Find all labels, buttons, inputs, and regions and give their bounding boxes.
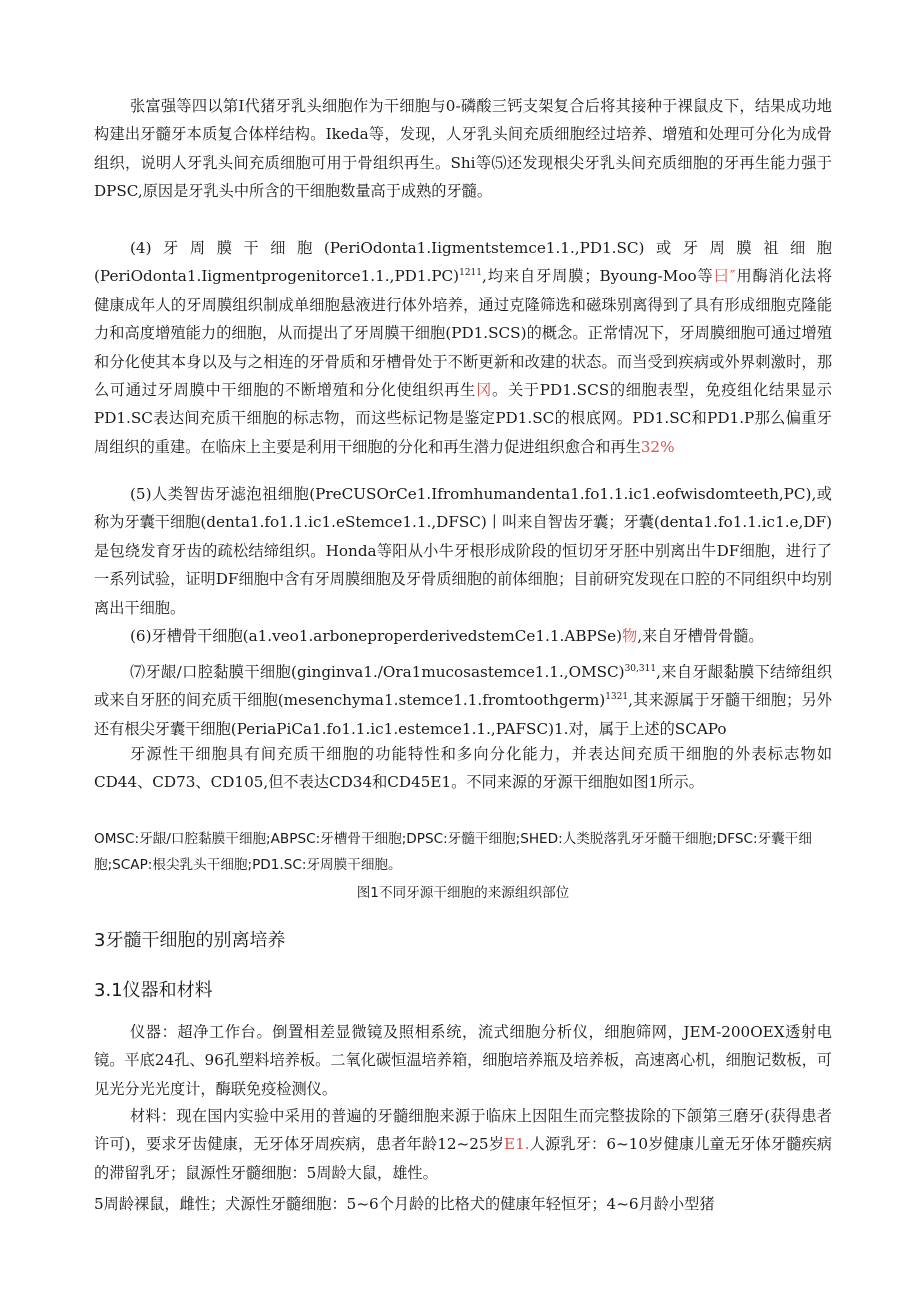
red-citation: E1.: [504, 1135, 530, 1154]
figure-title: 图1不同牙源干细胞的来源组织部位: [356, 885, 570, 901]
paragraph-abpsc: (6)牙槽骨干细胞(a1.veo1.arboneproperderivedstemCe1.1.ABPSe)物,来自牙槽骨骨髓。: [130, 627, 764, 645]
paragraph-markers: 牙源性干细胞具有间充质干细胞的功能特性和多向分化能力，并表达间充质干细胞的外表标志物如CD44、CD73、CD105,但不表达CD34和CD45E1。不同来源的牙源干细胞如图1所示。: [94, 745, 832, 792]
paragraph-instruments: 仪器：超净工作台。倒置相差显微镜及照相系统，流式细胞分析仪，细胞筛网，JEM-200OEX透射电镜。平底24孔、96孔塑料培养板。二氧化碳恒温培养箱，细胞培养瓶及培养板，高速离心机，细胞记数板，可见光分光光度计，酶联免疫检测仪。: [94, 1023, 832, 1098]
paragraph-materials: 材料：现在国内实验中采用的普遍的牙髓细胞来源于临床上因阻生而完整拔除的下颌第三磨牙(获得患者许可)，要求牙齿健康，无牙体牙周疾病，患者年龄12~25岁E1.人源乳牙：6~10岁健康儿童无牙体牙髓疾病的滞留乳牙；鼠源性牙髓细胞：5周龄大鼠，雄性。: [94, 1107, 832, 1182]
red-citation: 曰″: [713, 267, 736, 286]
red-citation: 32%: [640, 437, 675, 456]
paragraph-omsc: ⑺牙龈/口腔黏膜干细胞(ginginva1./Ora1mucosastemce1.1.,OMSC)$^{30,311}$,来自牙龈黏膜下结缔组织或来自牙胚的间充质干细胞(mesenchyma1.stemce1.1.fromtoothgerm)$^{1321}$,其来源属于牙髓干细胞；另外还有根尖牙囊干细胞(PeriaPiCa1.fo1.1.ic1.estemce1.1.,PAFSC)1.对，属于上述的SCAPo: [94, 663, 833, 738]
figure-legend: OMSC:牙龈/口腔黏膜干细胞;ABPSC:牙槽骨干细胞;DPSC:牙髓干细胞;SHED:人类脱落乳牙牙髓干细胞;DFSC:牙囊干细胞;SCAP:根尖乳头干细胞;PD1.SC:牙周膜干细胞。: [94, 831, 812, 873]
citation-sup: 1211: [459, 268, 483, 279]
citation-sup: 1321: [605, 692, 629, 703]
paragraph-pdlsc: (4)牙周膜干细胞(PeriOdonta1.Iigmentstemce1.1.,PD1.SC)或牙周膜祖细胞(PeriOdonta1.Iigmentprogenitorce1.1.,PD1.PC)$^{1211}$,均来自牙周膜；Byoung-Moo等曰″用酶消化法将健康成年人的牙周膜组织制成单细胞悬液进行体外培养，通过克隆筛选和磁珠别离得到了具有形成细胞克隆能力和高度增殖能力的细胞，从而提出了牙周膜干细胞(PD1.SCS)的概念。正常情况下，牙周膜细胞可通过增殖和分化使其本身以及与之相连的牙骨质和牙槽骨处于不断更新和改建的状态。而当受到疾病或外界刺激时，那么可通过牙周膜中干细胞的不断增殖和分化使组织再生冈。关于PD1.SCS的细胞表型，免疫组化结果显示PD1.SC表达间充质干细胞的标志物，而这些标记物是鉴定PD1.SC的根底网。PD1.SC和PD1.P那么偏重牙周组织的重建。在临床上主要是利用干细胞的分化和再生潜力促进组织愈合和再生32%: [94, 239, 833, 456]
paragraph-dfsc: (5)人类智齿牙滤泡祖细胞(PreCUSOrCe1.Ifromhumandenta1.fo1.1.ic1.eofwisdomteeth,PC),或称为牙囊干细胞(denta1.fo1.1.ic1.eStemce1.1.,DFSC)丨叫来自智齿牙囊；牙囊(denta1.fo1.1.ic1.e,DF)是包绕发育牙齿的疏松结缔组织。Honda等阳从小牛牙根形成阶段的恒切牙牙胚中别离出牛DF细胞，进行了一系列试验，证明DF细胞中含有牙周膜细胞及牙骨质细胞的前体细胞；目前研究发现在口腔的不同组织中均别离出干细胞。: [94, 485, 833, 617]
section-heading-3-1: 3.1仪器和材料: [94, 980, 213, 1001]
citation-sup: 30,311: [624, 663, 657, 674]
paragraph-dental-papilla: 张富强等四以第I代猪牙乳头细胞作为干细胞与0-磷酸三钙支架复合后将其接种于裸鼠皮下，结果成功地构建出牙髓牙本质复合体样结构。Ikeda等，发现，人牙乳头间充质细胞经过培养、增殖和处理可分化为成骨组织，说明人牙乳头间充质细胞可用于骨组织再生。Shi等⑸还发现根尖牙乳头间充质细胞的牙再生能力强于DPSC,原因是牙乳头中所含的干细胞数量高于成熟的牙髓。: [94, 97, 832, 201]
paragraph-materials-continued: 5周龄裸鼠，雌性；犬源性牙髓细胞：5~6个月龄的比格犬的健康年轻恒牙；4~6月龄小型猪: [94, 1195, 715, 1213]
red-citation: 物: [622, 627, 638, 645]
red-citation: 冈: [476, 381, 493, 400]
section-heading-3: 3牙髓干细胞的别离培养: [94, 930, 286, 951]
